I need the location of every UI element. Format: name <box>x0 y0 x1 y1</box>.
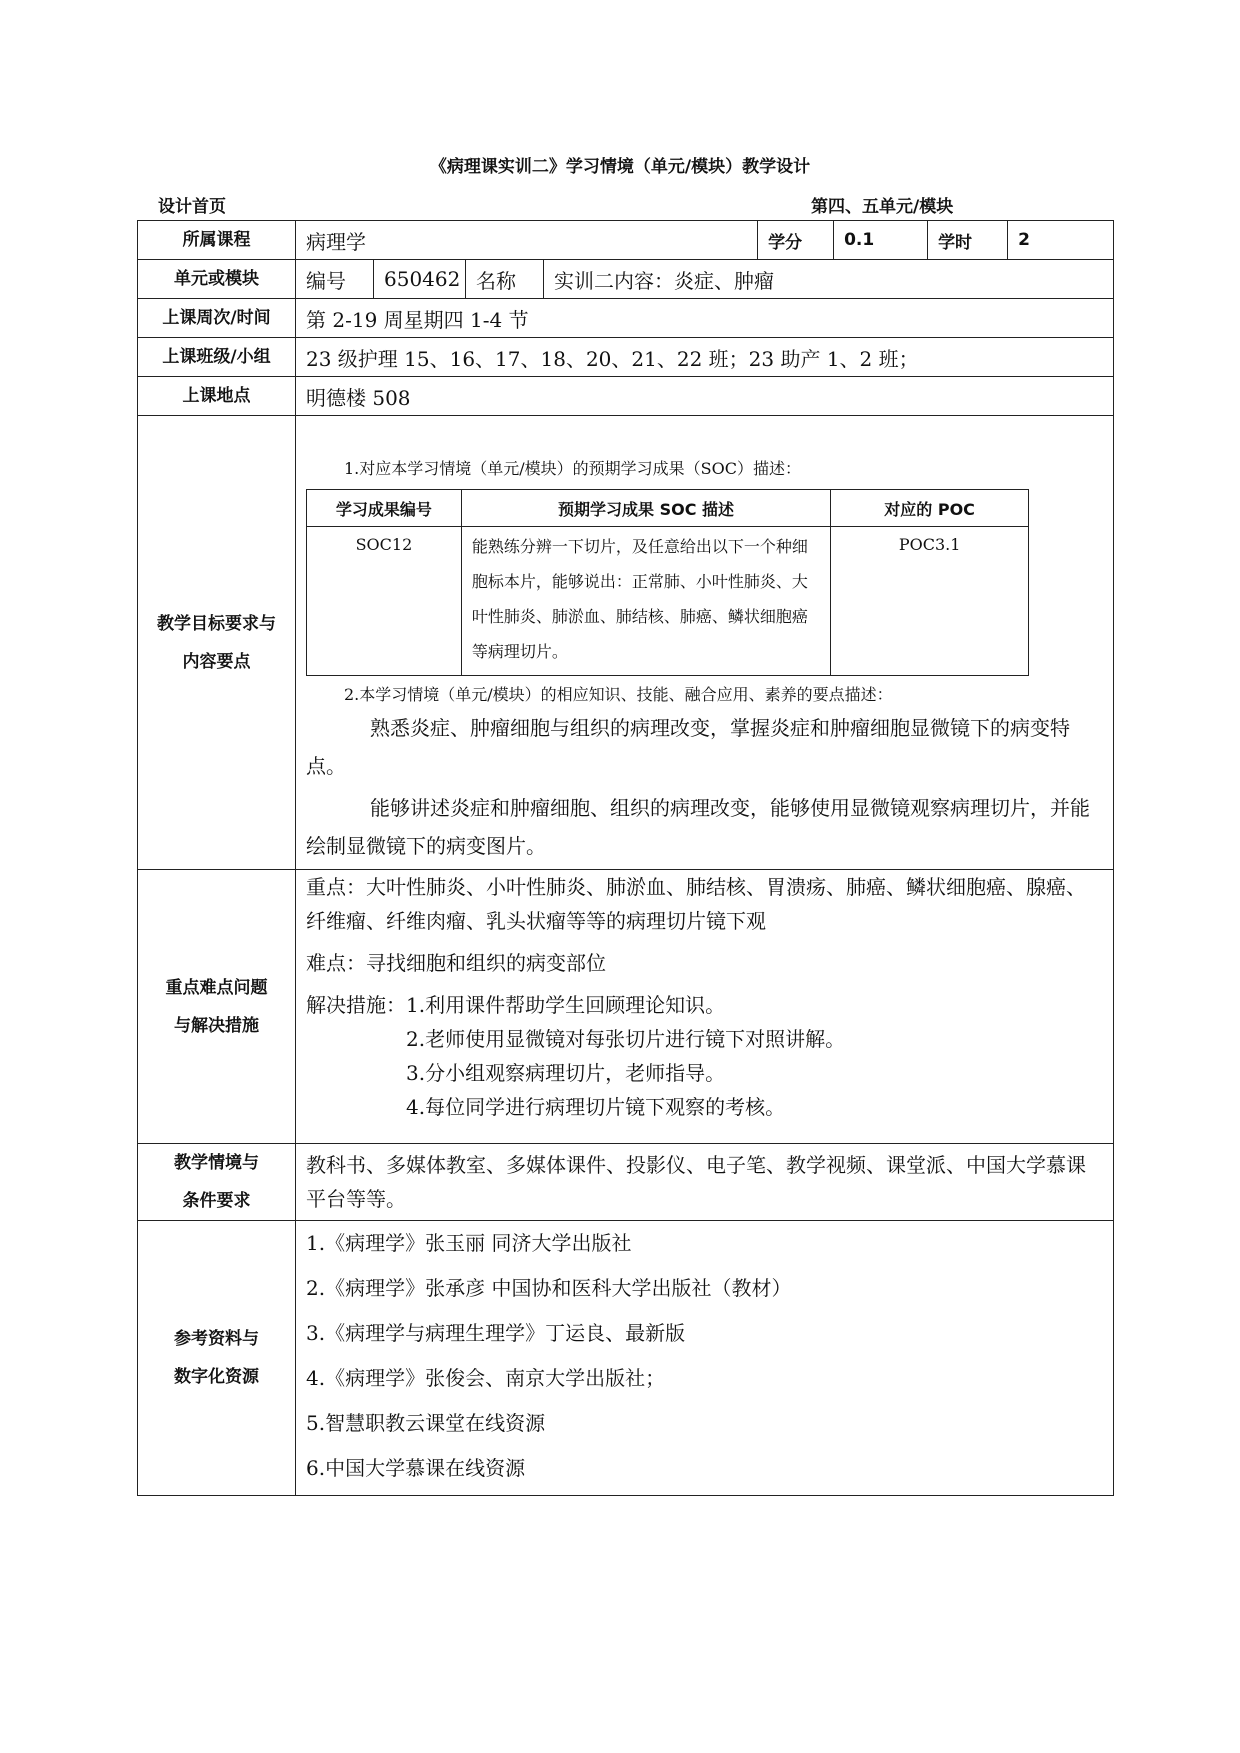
conditions-label-line1: 教学情境与 <box>174 1153 259 1173</box>
header-right: 第四、五单元/模块 <box>811 197 954 217</box>
row-class <box>138 338 1114 377</box>
goals-label-line2: 内容要点 <box>182 651 251 672</box>
row-place <box>138 377 1114 416</box>
row-keypoints <box>138 870 1114 1144</box>
row-course <box>138 221 1114 260</box>
name-label: 名称 <box>466 260 544 299</box>
credit-label: 学分 <box>758 221 834 260</box>
soc-poc: POC3.1 <box>831 527 1029 676</box>
goals-para1: 熟悉炎症、肿瘤细胞与组织的病理改变，掌握炎症和肿瘤细胞显微镜下的病变特点。 <box>306 716 1070 778</box>
design-table <box>137 220 1114 1496</box>
soc-intro: 1.对应本学习情境（单元/模块）的预期学习成果（SOC）描述： <box>344 459 801 478</box>
row-references <box>138 1221 1114 1496</box>
row-goals <box>138 416 1114 870</box>
code-label: 编号 <box>296 260 374 299</box>
soc-header-code: 学习成果编号 <box>307 490 462 527</box>
keypoints-label-line2: 与解决措施 <box>174 1015 259 1036</box>
goals-para2: 能够讲述炎症和肿瘤细胞、组织的病理改变，能够使用显微镜观察病理切片，并能绘制显微镜下的病变图片。 <box>306 796 1090 858</box>
keypoints-label <box>138 870 296 1144</box>
references-label-line2: 数字化资源 <box>174 1367 259 1387</box>
key-points: 重点：大叶性肺炎、小叶性肺炎、肺淤血、肺结核、胃溃疡、肺癌、鳞状细胞癌、腺癌、纤维瘤、纤维肉瘤、乳头状瘤等等的病理切片镜下观 <box>306 875 1086 933</box>
soc-code: SOC12 <box>307 527 462 676</box>
reference-item-2: 2.《病理学》张承彦 中国协和医科大学出版社（教材） <box>306 1276 792 1300</box>
soc-header-row <box>307 490 1029 527</box>
references-label <box>138 1221 296 1496</box>
soc-header-desc: 预期学习成果 SOC 描述 <box>461 490 830 527</box>
goals-content <box>296 416 1114 870</box>
class-label: 上课班级/小组 <box>138 338 296 377</box>
place-value: 明德楼 508 <box>296 377 1114 416</box>
code-value: 650462 <box>374 260 466 299</box>
class-value: 23 级护理 15、16、17、18、20、21、22 班；23 助产 1、2 班； <box>296 338 1114 377</box>
unit-label: 单元或模块 <box>138 260 296 299</box>
place-label: 上课地点 <box>138 377 296 416</box>
header-left: 设计首页 <box>158 197 226 217</box>
hours-label: 学时 <box>928 221 1008 260</box>
conditions-label-line2: 条件要求 <box>182 1191 251 1211</box>
solution-item-3: 3.分小组观察病理切片，老师指导。 <box>406 1061 726 1085</box>
keypoints-label-line1: 重点难点问题 <box>165 977 268 998</box>
week-label: 上课周次/时间 <box>138 299 296 338</box>
difficult-points: 难点：寻找细胞和组织的病变部位 <box>306 951 606 975</box>
course-label: 所属课程 <box>138 221 296 260</box>
soc-header-poc: 对应的 POC <box>831 490 1029 527</box>
row-conditions <box>138 1144 1114 1221</box>
week-value: 第 2-19 周星期四 1-4 节 <box>296 299 1114 338</box>
reference-item-5: 5.智慧职教云课堂在线资源 <box>306 1411 546 1435</box>
references-label-line1: 参考资料与 <box>174 1329 259 1349</box>
goals-label-line1: 教学目标要求与 <box>157 613 276 634</box>
reference-item-1: 1.《病理学》张玉丽 同济大学出版社 <box>306 1231 632 1255</box>
credit-value: 0.1 <box>834 221 928 260</box>
solution-item-4: 4.每位同学进行病理切片镜下观察的考核。 <box>406 1095 786 1119</box>
solution-label: 解决措施： <box>306 993 406 1017</box>
reference-item-3: 3.《病理学与病理生理学》丁运良、最新版 <box>306 1321 686 1345</box>
reference-item-6: 6.中国大学慕课在线资源 <box>306 1456 526 1480</box>
soc-desc: 能熟练分辨一下切片，及任意给出以下一个种细胞标本片，能够说出：正常肺、小叶性肺炎、大叶性肺炎、肺淤血、肺结核、肺癌、鳞状细胞癌等病理切片。 <box>461 527 830 676</box>
soc-row <box>307 527 1029 676</box>
goals-intro2: 2.本学习情境（单元/模块）的相应知识、技能、融合应用、素养的要点描述： <box>344 685 893 704</box>
reference-item-4: 4.《病理学》张俊会、南京大学出版社； <box>306 1366 666 1390</box>
hours-value: 2 <box>1008 221 1114 260</box>
row-week <box>138 299 1114 338</box>
solution-item-1: 1.利用课件帮助学生回顾理论知识。 <box>406 993 726 1017</box>
solution-1 <box>306 988 1103 1022</box>
name-value: 实训二内容：炎症、肿瘤 <box>544 260 1114 299</box>
row-unit <box>138 260 1114 299</box>
references-content <box>296 1221 1114 1496</box>
soc-table <box>306 489 1029 676</box>
course-value: 病理学 <box>296 221 758 260</box>
solution-item-2: 2.老师使用显微镜对每张切片进行镜下对照讲解。 <box>406 1027 846 1051</box>
keypoints-content <box>296 870 1114 1144</box>
conditions-label <box>138 1144 296 1221</box>
document-title: 《病理课实训二》学习情境（单元/模块）教学设计 <box>429 157 811 177</box>
goals-label <box>138 416 296 870</box>
conditions-text: 教科书、多媒体教室、多媒体课件、投影仪、电子笔、教学视频、课堂派、中国大学慕课平台等等。 <box>296 1144 1114 1221</box>
